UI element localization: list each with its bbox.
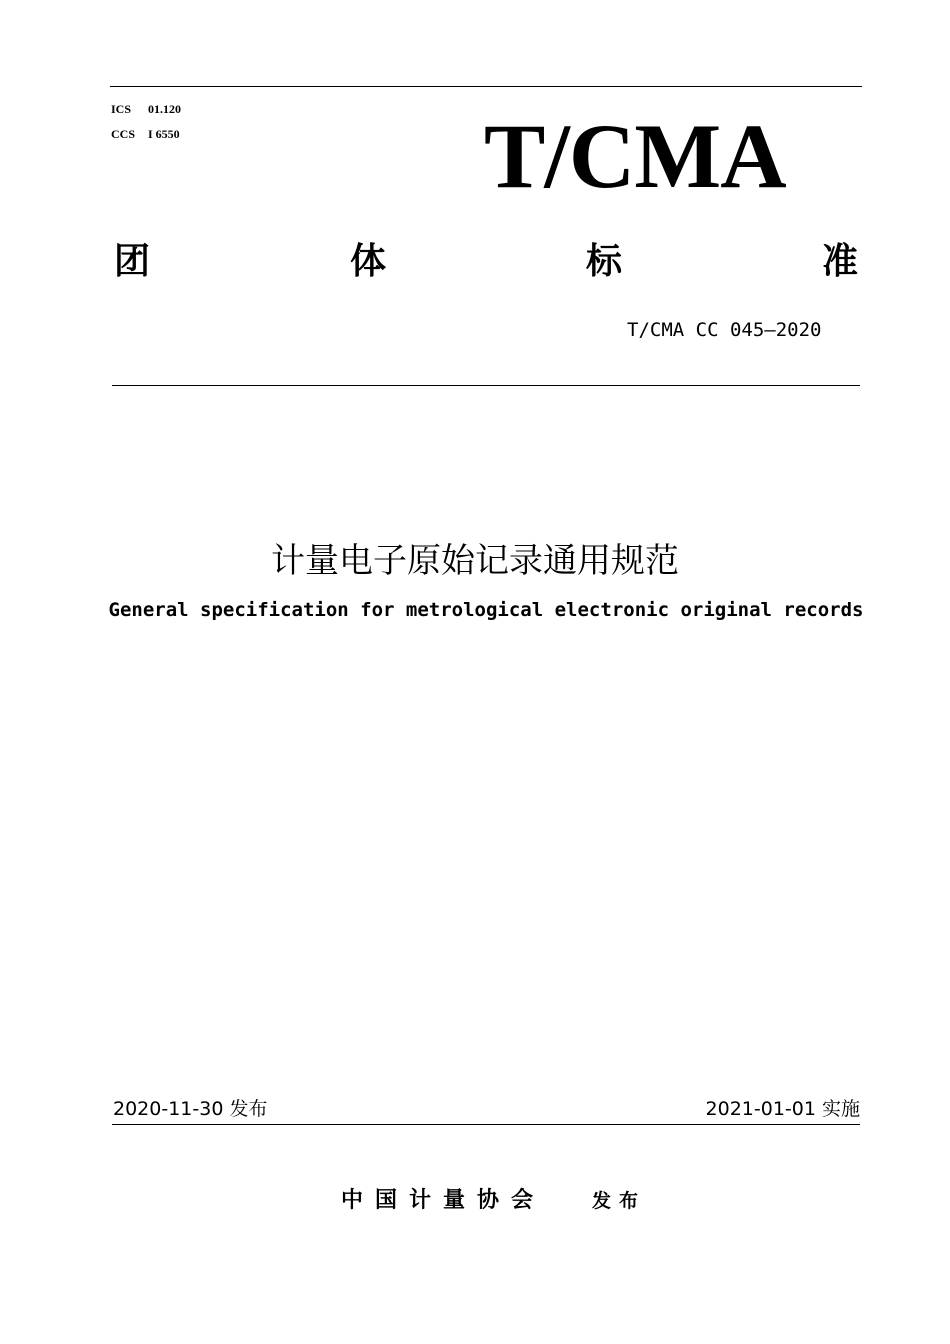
category-char: 标 bbox=[585, 241, 622, 282]
ccs-label: CCS bbox=[111, 127, 136, 141]
ics-label: ICS bbox=[111, 102, 132, 116]
publish-label: 发布 bbox=[592, 1190, 647, 1212]
implementation-date: 2021-01-01 实施 bbox=[705, 1098, 860, 1120]
bottom-rule bbox=[112, 1124, 860, 1125]
document-title-cn: 计量电子原始记录通用规范 bbox=[271, 541, 679, 581]
category-char: 团 bbox=[114, 241, 151, 282]
classification-codes bbox=[111, 97, 181, 147]
standard-category bbox=[114, 240, 858, 284]
category-char: 准 bbox=[821, 241, 858, 282]
issue-date: 2020-11-30 发布 bbox=[113, 1098, 268, 1120]
top-rule bbox=[110, 86, 862, 87]
category-char: 体 bbox=[349, 241, 386, 282]
publisher-name: 中国计量协会 bbox=[341, 1188, 546, 1213]
document-title-en: General specification for metrological electronic original records bbox=[108, 599, 864, 621]
ics-code bbox=[111, 97, 181, 122]
brand-logo-text: T/CMA bbox=[484, 105, 786, 207]
ccs-value: I 6550 bbox=[148, 127, 180, 141]
middle-rule bbox=[112, 385, 860, 386]
ics-value: 01.120 bbox=[148, 102, 181, 116]
ccs-code bbox=[111, 122, 181, 147]
standard-number: T/CMA CC 045—2020 bbox=[627, 319, 822, 341]
